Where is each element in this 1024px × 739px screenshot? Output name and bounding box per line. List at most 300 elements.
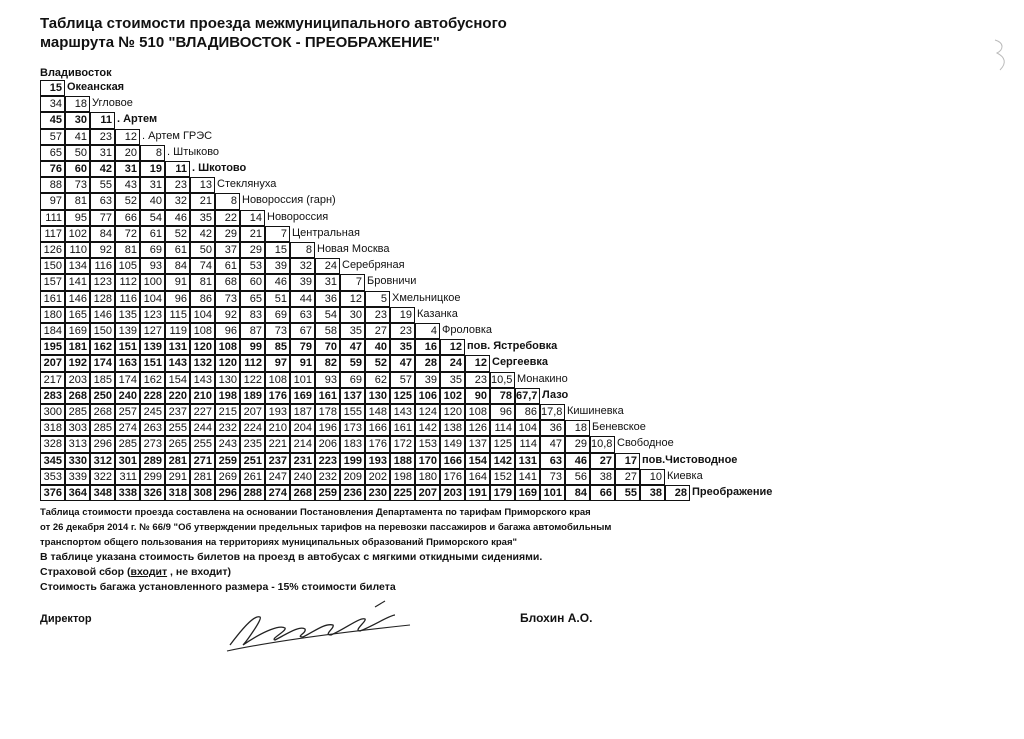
fare-cell: 82 [315, 355, 340, 371]
fare-cell: 27 [365, 323, 390, 339]
station-label: Серебряная [342, 259, 405, 272]
fare-cell: 60 [65, 161, 90, 177]
fare-cell: 10 [640, 469, 665, 485]
fare-cell: 56 [565, 469, 590, 485]
fare-cell: 67 [290, 323, 315, 339]
director-label: Директор [40, 613, 92, 625]
fare-cell: 215 [215, 404, 240, 420]
start-station: Владивосток [40, 67, 112, 79]
fare-cell: 102 [65, 226, 90, 242]
fare-cell: 240 [115, 388, 140, 404]
fare-cell: 296 [215, 485, 240, 501]
fare-cell: 16 [415, 339, 440, 355]
fare-cell: 79 [290, 339, 315, 355]
fare-cell: 152 [490, 469, 515, 485]
fare-cell: 38 [590, 469, 615, 485]
fare-cell: 138 [440, 420, 465, 436]
note-line-4: В таблице указана стоимость билетов на проезд в автобусах с мягкими откидными сидениями. [40, 551, 543, 563]
fare-cell: 312 [90, 453, 115, 469]
station-label: Стеклянуха [217, 178, 277, 191]
fare-cell: 268 [65, 388, 90, 404]
fare-cell: 58 [315, 323, 340, 339]
fare-cell: 8 [290, 242, 315, 258]
station-label: Сергеевка [492, 356, 548, 369]
fare-cell: 72 [115, 226, 140, 242]
fare-cell: 15 [265, 242, 290, 258]
fare-cell: 137 [465, 436, 490, 452]
fare-cell: 217 [40, 372, 65, 388]
fare-cell: 210 [190, 388, 215, 404]
fare-cell: 39 [290, 274, 315, 290]
fare-cell: 47 [340, 339, 365, 355]
fare-cell: 92 [215, 307, 240, 323]
fare-cell: 65 [40, 145, 65, 161]
fare-cell: 77 [90, 210, 115, 226]
fare-cell: 8 [215, 193, 240, 209]
fare-cell: 153 [415, 436, 440, 452]
fare-cell: 285 [65, 404, 90, 420]
fare-cell: 108 [265, 372, 290, 388]
fare-cell: 149 [440, 436, 465, 452]
director-name: Блохин А.О. [520, 611, 593, 625]
fare-cell: 235 [240, 436, 265, 452]
fare-cell: 112 [240, 355, 265, 371]
fare-cell: 274 [265, 485, 290, 501]
fare-cell: 95 [65, 210, 90, 226]
fare-cell: 123 [140, 307, 165, 323]
fare-cell: 338 [115, 485, 140, 501]
station-label: . Штыково [167, 145, 220, 158]
fare-cell: 102 [440, 388, 465, 404]
fare-cell: 85 [265, 339, 290, 355]
fare-cell: 155 [340, 404, 365, 420]
fare-cell: 131 [515, 453, 540, 469]
fare-cell: 70 [315, 339, 340, 355]
fare-cell: 57 [390, 372, 415, 388]
fare-cell: 127 [140, 323, 165, 339]
fare-cell: 36 [315, 291, 340, 307]
fare-cell: 237 [265, 453, 290, 469]
notes [40, 505, 611, 595]
fare-cell: 84 [165, 258, 190, 274]
note-line-5 [40, 565, 611, 580]
fare-cell: 288 [240, 485, 265, 501]
fare-cell: 108 [465, 404, 490, 420]
fare-cell: 7 [265, 226, 290, 242]
fare-cell: 12 [440, 339, 465, 355]
fare-cell: 93 [315, 372, 340, 388]
fare-cell: 88 [40, 177, 65, 193]
fare-cell: 87 [240, 323, 265, 339]
fare-cell: 35 [390, 339, 415, 355]
fare-cell: 37 [215, 242, 240, 258]
fare-cell: 65 [240, 291, 265, 307]
fare-cell: 31 [90, 145, 115, 161]
fare-cell: 99 [240, 339, 265, 355]
fare-cell: 259 [215, 453, 240, 469]
fare-cell: 29 [565, 436, 590, 452]
fare-cell: 106 [415, 388, 440, 404]
fare-cell: 231 [290, 453, 315, 469]
fare-cell: 141 [65, 274, 90, 290]
fare-cell: 92 [90, 242, 115, 258]
fare-cell: 52 [365, 355, 390, 371]
fare-cell: 207 [240, 404, 265, 420]
fare-cell: 104 [190, 307, 215, 323]
fare-cell: 269 [215, 469, 240, 485]
fare-cell: 237 [165, 404, 190, 420]
station-label: Лазо [542, 388, 569, 401]
fare-cell: 96 [490, 404, 515, 420]
station-label: Новая Москва [317, 243, 390, 255]
fare-cell: 348 [90, 485, 115, 501]
fare-cell: 161 [390, 420, 415, 436]
fare-cell: 193 [365, 453, 390, 469]
fare-cell: 326 [140, 485, 165, 501]
station-label: Преображение [692, 486, 773, 498]
fare-cell: 174 [90, 355, 115, 371]
fare-cell: 50 [65, 145, 90, 161]
fare-cell: 35 [340, 323, 365, 339]
fare-cell: 30 [340, 307, 365, 323]
fare-cell: 146 [65, 291, 90, 307]
fare-cell: 96 [165, 291, 190, 307]
fare-cell: 271 [190, 453, 215, 469]
note-line-5-underlined: входит [130, 566, 168, 578]
fare-cell: 289 [140, 453, 165, 469]
fare-cell: 39 [415, 372, 440, 388]
fare-cell: 322 [90, 469, 115, 485]
fare-cell: 174 [115, 372, 140, 388]
station-label: . Шкотово [192, 162, 247, 174]
fare-cell: 265 [165, 436, 190, 452]
fare-cell: 143 [190, 372, 215, 388]
fare-cell: 104 [140, 291, 165, 307]
fare-cell: 146 [90, 307, 115, 323]
document-title [40, 14, 507, 52]
fare-cell: 52 [165, 226, 190, 242]
fare-cell: 90 [465, 388, 490, 404]
fare-cell: 13 [190, 177, 215, 193]
fare-cell: 18 [565, 420, 590, 436]
fare-cell: 308 [190, 485, 215, 501]
fare-cell: 283 [40, 388, 65, 404]
station-label: пов.Чистоводное [642, 453, 738, 466]
fare-cell: 108 [215, 339, 240, 355]
fare-cell: 74 [190, 258, 215, 274]
fare-cell: 45 [40, 112, 65, 128]
fare-cell: 240 [290, 469, 315, 485]
fare-cell: 73 [65, 177, 90, 193]
fare-cell: 206 [315, 436, 340, 452]
fare-cell: 61 [215, 258, 240, 274]
fare-cell: 263 [140, 420, 165, 436]
fare-cell: 60 [240, 274, 265, 290]
fare-cell: 274 [115, 420, 140, 436]
fare-cell: 11 [165, 161, 190, 177]
fare-cell: 141 [515, 469, 540, 485]
fare-cell: 39 [265, 258, 290, 274]
fare-cell: 142 [490, 453, 515, 469]
fare-cell: 250 [90, 388, 115, 404]
fare-cell: 296 [90, 436, 115, 452]
fare-cell: 130 [215, 372, 240, 388]
note-line-5-suffix: , не входит) [167, 566, 232, 578]
fare-cell: 126 [465, 420, 490, 436]
fare-cell: 330 [65, 453, 90, 469]
fare-cell: 76 [40, 161, 65, 177]
fare-cell: 180 [40, 307, 65, 323]
fare-cell: 300 [40, 404, 65, 420]
fare-cell: 134 [65, 258, 90, 274]
station-label: Беневское [592, 421, 646, 434]
fare-cell: 299 [140, 469, 165, 485]
fare-cell: 69 [140, 242, 165, 258]
fare-cell: 120 [190, 339, 215, 355]
fare-cell: 21 [190, 193, 215, 209]
fare-cell: 236 [340, 485, 365, 501]
fare-cell: 73 [540, 469, 565, 485]
fare-cell: 165 [65, 307, 90, 323]
fare-cell: 54 [315, 307, 340, 323]
fare-cell: 66 [115, 210, 140, 226]
station-label: Киевка [667, 469, 703, 482]
fare-cell: 183 [340, 436, 365, 452]
fare-cell: 162 [90, 339, 115, 355]
fare-cell: 203 [440, 485, 465, 501]
fare-cell: 230 [365, 485, 390, 501]
station-label: Бровничи [367, 275, 417, 288]
note-line-2: от 26 декабря 2014 г. № 66/9 "Об утверждении предельных тарифов на перевозки пассажиров и багажа автомобильным [40, 522, 612, 533]
fare-cell: 17 [615, 453, 640, 469]
fare-cell: 23 [90, 129, 115, 145]
station-label: Кишиневка [567, 405, 624, 417]
fare-cell: 126 [40, 242, 65, 258]
fare-cell: 135 [115, 307, 140, 323]
fare-cell: 268 [290, 485, 315, 501]
fare-cell: 259 [315, 485, 340, 501]
fare-cell: 169 [515, 485, 540, 501]
fare-cell: 31 [315, 274, 340, 290]
fare-cell: 261 [240, 469, 265, 485]
fare-cell: 311 [115, 469, 140, 485]
fare-cell: 151 [115, 339, 140, 355]
fare-cell: 137 [340, 388, 365, 404]
fare-cell: 12 [340, 291, 365, 307]
fare-cell: 47 [540, 436, 565, 452]
note-line-6: Стоимость багажа установленного размера - 15% стоимости билета [40, 581, 396, 593]
fare-cell: 10,5 [490, 372, 515, 388]
fare-cell: 20 [115, 145, 140, 161]
fare-cell: 28 [415, 355, 440, 371]
fare-cell: 161 [40, 291, 65, 307]
fare-cell: 268 [90, 404, 115, 420]
fare-cell: 169 [65, 323, 90, 339]
fare-cell: 32 [290, 258, 315, 274]
fare-cell: 142 [415, 420, 440, 436]
fare-cell: 162 [140, 372, 165, 388]
fare-cell: 31 [115, 161, 140, 177]
fare-cell: 100 [140, 274, 165, 290]
fare-cell: 4 [415, 323, 440, 339]
fare-cell: 81 [65, 193, 90, 209]
fare-cell: 128 [90, 291, 115, 307]
fare-cell: 29 [240, 242, 265, 258]
fare-cell: 97 [40, 193, 65, 209]
fare-cell: 55 [90, 177, 115, 193]
fare-cell: 251 [240, 453, 265, 469]
fare-cell: 148 [365, 404, 390, 420]
fare-cell: 93 [140, 258, 165, 274]
fare-cell: 32 [165, 193, 190, 209]
fare-cell: 157 [40, 274, 65, 290]
pen-mark [985, 35, 1015, 75]
fare-cell: 69 [265, 307, 290, 323]
fare-cell: 328 [40, 436, 65, 452]
fare-cell: 53 [240, 258, 265, 274]
fare-cell: 18 [65, 96, 90, 112]
fare-cell: 91 [290, 355, 315, 371]
fare-cell: 35 [440, 372, 465, 388]
fare-cell: 191 [465, 485, 490, 501]
fare-cell: 303 [65, 420, 90, 436]
fare-cell: 364 [65, 485, 90, 501]
fare-cell: 353 [40, 469, 65, 485]
fare-cell: 97 [265, 355, 290, 371]
fare-cell: 225 [390, 485, 415, 501]
fare-cell: 96 [215, 323, 240, 339]
fare-cell: 84 [565, 485, 590, 501]
fare-cell: 12 [465, 355, 490, 371]
fare-cell: 86 [190, 291, 215, 307]
fare-cell: 172 [390, 436, 415, 452]
fare-cell: 61 [165, 242, 190, 258]
fare-cell: 122 [240, 372, 265, 388]
fare-cell: 232 [315, 469, 340, 485]
fare-cell: 86 [515, 404, 540, 420]
fare-cell: 281 [165, 453, 190, 469]
fare-cell: 131 [165, 339, 190, 355]
fare-cell: 35 [190, 210, 215, 226]
fare-cell: 281 [190, 469, 215, 485]
fare-cell: 170 [415, 453, 440, 469]
fare-cell: 245 [140, 404, 165, 420]
fare-cell: 313 [65, 436, 90, 452]
fare-cell: 124 [415, 404, 440, 420]
fare-cell: 207 [415, 485, 440, 501]
fare-cell: 228 [140, 388, 165, 404]
fare-cell: 318 [165, 485, 190, 501]
fare-cell: 44 [290, 291, 315, 307]
fare-cell: 180 [415, 469, 440, 485]
fare-cell: 24 [315, 258, 340, 274]
fare-cell: 23 [165, 177, 190, 193]
fare-cell: 192 [65, 355, 90, 371]
fare-cell: 11 [90, 112, 115, 128]
fare-cell: 40 [140, 193, 165, 209]
fare-cell: 224 [240, 420, 265, 436]
fare-cell: 59 [340, 355, 365, 371]
station-label: Новороссия [267, 210, 329, 223]
fare-cell: 247 [265, 469, 290, 485]
fare-cell: 42 [90, 161, 115, 177]
fare-cell: 31 [140, 177, 165, 193]
fare-cell: 139 [115, 323, 140, 339]
fare-cell: 166 [365, 420, 390, 436]
fare-cell: 150 [90, 323, 115, 339]
fare-cell: 345 [40, 453, 65, 469]
fare-cell: 91 [165, 274, 190, 290]
fare-cell: 204 [290, 420, 315, 436]
fare-cell: 8 [140, 145, 165, 161]
fare-cell: 111 [40, 210, 65, 226]
fare-cell: 132 [190, 355, 215, 371]
fare-cell: 123 [90, 274, 115, 290]
note-line-1: Таблица стоимости проезда составлена на основании Постановления Департамента по тарифам Приморского края [40, 507, 591, 518]
fare-cell: 125 [390, 388, 415, 404]
fare-cell: 176 [265, 388, 290, 404]
fare-cell: 318 [40, 420, 65, 436]
fare-cell: 166 [440, 453, 465, 469]
fare-cell: 151 [140, 355, 165, 371]
fare-cell: 83 [240, 307, 265, 323]
fare-cell: 143 [390, 404, 415, 420]
fare-cell: 301 [115, 453, 140, 469]
fare-cell: 221 [265, 436, 290, 452]
fare-cell: 24 [440, 355, 465, 371]
handwritten-signature [225, 595, 415, 655]
fare-cell: 67,7 [515, 388, 540, 404]
station-label: Океанская [67, 81, 125, 93]
fare-cell: 115 [165, 307, 190, 323]
fare-cell: 55 [615, 485, 640, 501]
fare-cell: 207 [40, 355, 65, 371]
fare-cell: 23 [465, 372, 490, 388]
fare-cell: 5 [365, 291, 390, 307]
fare-cell: 38 [640, 485, 665, 501]
fare-cell: 69 [340, 372, 365, 388]
fare-cell: 62 [365, 372, 390, 388]
fare-cell: 40 [365, 339, 390, 355]
fare-cell: 81 [190, 274, 215, 290]
fare-cell: 232 [215, 420, 240, 436]
fare-cell: 22 [215, 210, 240, 226]
fare-cell: 30 [65, 112, 90, 128]
station-label: . Артем ГРЭС [142, 129, 213, 142]
station-label: Новороссия (гарн) [242, 194, 336, 207]
fare-cell: 164 [465, 469, 490, 485]
fare-cell: 220 [165, 388, 190, 404]
fare-cell: 169 [290, 388, 315, 404]
fare-cell: 27 [615, 469, 640, 485]
fare-cell: 110 [65, 242, 90, 258]
fare-cell: 119 [165, 323, 190, 339]
fare-cell: 173 [340, 420, 365, 436]
fare-cell: 29 [215, 226, 240, 242]
fare-cell: 41 [65, 129, 90, 145]
fare-cell: 12 [115, 129, 140, 145]
fare-cell: 84 [90, 226, 115, 242]
fare-cell: 54 [140, 210, 165, 226]
station-label: Казанка [417, 307, 458, 320]
title-line-2: маршрута № 510 "ВЛАДИВОСТОК - ПРЕОБРАЖЕНИЕ" [40, 34, 440, 51]
fare-cell: 227 [190, 404, 215, 420]
fare-cell: 46 [265, 274, 290, 290]
fare-cell: 199 [340, 453, 365, 469]
fare-cell: 43 [115, 177, 140, 193]
station-label: Угловое [92, 97, 133, 110]
fare-cell: 163 [115, 355, 140, 371]
